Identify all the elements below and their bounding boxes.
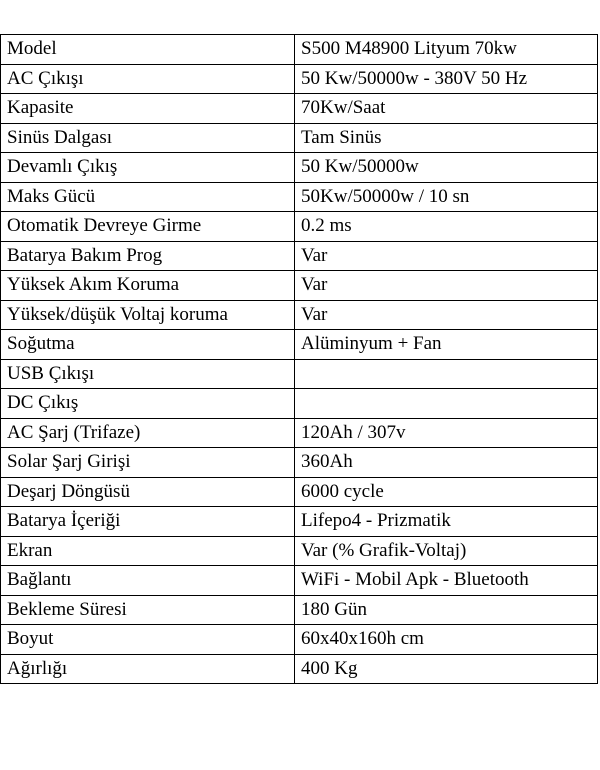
spec-label: Bağlantı — [1, 566, 295, 596]
spec-label: Kapasite — [1, 94, 295, 124]
spec-value: 360Ah — [295, 448, 598, 478]
spec-label: Ağırlığı — [1, 654, 295, 684]
spec-label: Solar Şarj Girişi — [1, 448, 295, 478]
spec-row-display — [1, 536, 598, 566]
spec-label: Otomatik Devreye Girme — [1, 212, 295, 242]
spec-row-usb-output — [1, 359, 598, 389]
spec-row-standby-time — [1, 595, 598, 625]
spec-label: Batarya İçeriği — [1, 507, 295, 537]
spec-value: 6000 cycle — [295, 477, 598, 507]
spec-row-sine-wave — [1, 123, 598, 153]
spec-row-connectivity — [1, 566, 598, 596]
spec-value: 50 Kw/50000w — [295, 153, 598, 183]
spec-row-ac-charge — [1, 418, 598, 448]
spec-row-auto-switch — [1, 212, 598, 242]
spec-value: Tam Sinüs — [295, 123, 598, 153]
spec-label: Devamlı Çıkış — [1, 153, 295, 183]
spec-label: Maks Gücü — [1, 182, 295, 212]
spec-label: AC Şarj (Trifaze) — [1, 418, 295, 448]
spec-value — [295, 389, 598, 419]
spec-row-continuous-output — [1, 153, 598, 183]
spec-value — [295, 359, 598, 389]
spec-row-max-power — [1, 182, 598, 212]
spec-table — [0, 34, 598, 684]
spec-value: Var — [295, 300, 598, 330]
spec-value: WiFi - Mobil Apk - Bluetooth — [295, 566, 598, 596]
spec-value: 50Kw/50000w / 10 sn — [295, 182, 598, 212]
spec-row-voltage-protection — [1, 300, 598, 330]
spec-label: AC Çıkışı — [1, 64, 295, 94]
spec-label: Yüksek Akım Koruma — [1, 271, 295, 301]
spec-row-discharge-cycle — [1, 477, 598, 507]
spec-label: Bekleme Süresi — [1, 595, 295, 625]
spec-row-dimensions — [1, 625, 598, 655]
spec-row-ac-output — [1, 64, 598, 94]
spec-value: 60x40x160h cm — [295, 625, 598, 655]
spec-label: USB Çıkışı — [1, 359, 295, 389]
spec-value: 0.2 ms — [295, 212, 598, 242]
spec-value: Var — [295, 241, 598, 271]
spec-row-weight — [1, 654, 598, 684]
spec-value: Var — [295, 271, 598, 301]
spec-label: Ekran — [1, 536, 295, 566]
spec-value: Lifepo4 - Prizmatik — [295, 507, 598, 537]
spec-label: Soğutma — [1, 330, 295, 360]
spec-label: Model — [1, 35, 295, 65]
spec-row-dc-output — [1, 389, 598, 419]
spec-value: Var (% Grafik-Voltaj) — [295, 536, 598, 566]
spec-value: Alüminyum + Fan — [295, 330, 598, 360]
spec-label: Deşarj Döngüsü — [1, 477, 295, 507]
spec-value: 50 Kw/50000w - 380V 50 Hz — [295, 64, 598, 94]
spec-value: 120Ah / 307v — [295, 418, 598, 448]
spec-table-body — [1, 35, 598, 684]
spec-value: 400 Kg — [295, 654, 598, 684]
spec-row-battery-content — [1, 507, 598, 537]
spec-value: S500 M48900 Lityum 70kw — [295, 35, 598, 65]
spec-row-battery-maintenance — [1, 241, 598, 271]
spec-label: Yüksek/düşük Voltaj koruma — [1, 300, 295, 330]
spec-value: 180 Gün — [295, 595, 598, 625]
spec-row-capacity — [1, 94, 598, 124]
spec-row-solar-charge — [1, 448, 598, 478]
spec-label: DC Çıkış — [1, 389, 295, 419]
spec-label: Batarya Bakım Prog — [1, 241, 295, 271]
spec-value: 70Kw/Saat — [295, 94, 598, 124]
spec-label: Boyut — [1, 625, 295, 655]
spec-row-model — [1, 35, 598, 65]
spec-row-overcurrent-protection — [1, 271, 598, 301]
spec-row-cooling — [1, 330, 598, 360]
spec-label: Sinüs Dalgası — [1, 123, 295, 153]
